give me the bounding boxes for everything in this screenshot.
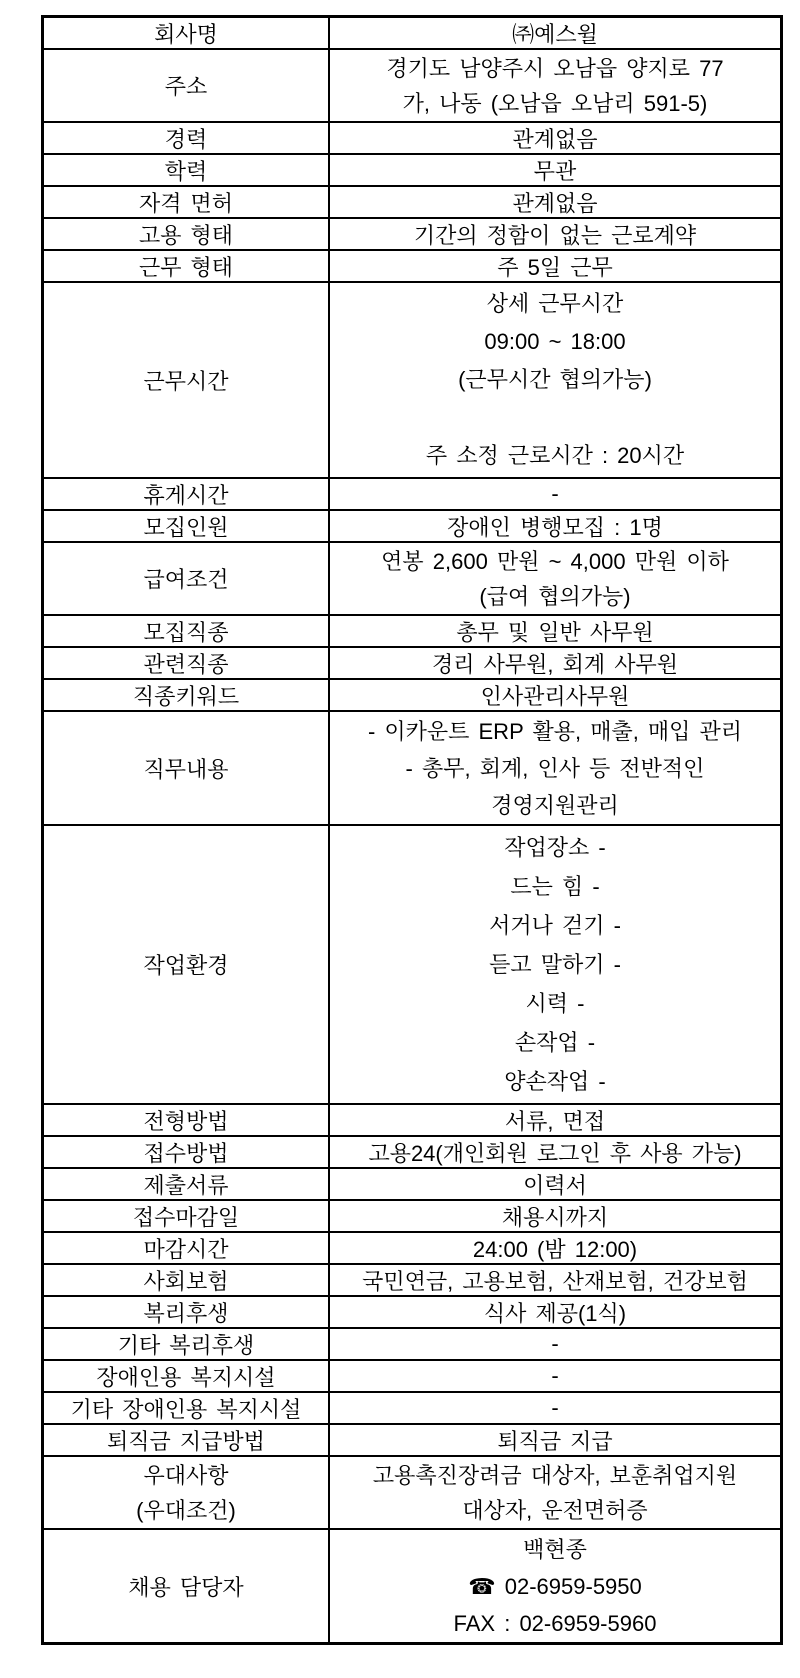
field-value: 인사관리사무원 — [480, 683, 630, 709]
table-row — [44, 1455, 780, 1528]
field-value: 채용시까지 — [501, 1204, 609, 1230]
field-label: 회사명 — [154, 21, 218, 47]
field-label: 마감시간 — [143, 1236, 229, 1262]
field-label-cell — [44, 543, 330, 614]
field-value: 서거나 걷기 - — [489, 913, 621, 938]
table-row — [44, 509, 780, 541]
table-row — [44, 1231, 780, 1263]
field-value: 퇴직금 지급 — [497, 1428, 613, 1454]
field-label-cell — [44, 1169, 330, 1199]
field-value-cell — [330, 219, 780, 249]
field-label: 퇴직금 지급방법 — [107, 1428, 265, 1454]
field-label: 학력 — [164, 158, 208, 184]
field-label-cell — [44, 155, 330, 185]
field-value-cell — [330, 1137, 780, 1167]
table-row — [44, 824, 780, 1103]
table-row — [44, 646, 780, 678]
table-row — [44, 1423, 780, 1455]
field-label: 사회보험 — [143, 1268, 229, 1294]
field-label-cell — [44, 648, 330, 678]
field-label-cell — [44, 50, 330, 121]
field-label: 전형방법 — [143, 1108, 229, 1134]
table-row — [44, 1167, 780, 1199]
field-value: 이력서 — [523, 1172, 587, 1198]
field-value: 시력 - — [525, 991, 585, 1016]
field-label-cell — [44, 1265, 330, 1295]
field-label: 모집인원 — [143, 514, 229, 540]
field-label-cell — [44, 1137, 330, 1167]
table-row — [44, 1391, 780, 1423]
field-value: ㈜예스윌 — [512, 21, 598, 47]
field-value: 작업장소 - — [504, 835, 606, 860]
table-row — [44, 153, 780, 185]
field-value: 경영지원관리 — [491, 792, 619, 818]
table-row — [44, 678, 780, 710]
field-value-cell — [330, 50, 780, 121]
field-value: 서류, 면접 — [504, 1108, 606, 1134]
field-label: 고용 형태 — [138, 222, 234, 248]
field-label-cell — [44, 1233, 330, 1263]
field-value: 관계없음 — [512, 126, 598, 152]
field-label: 주소 — [164, 74, 208, 99]
field-value: 국민연금, 고용보험, 산재보험, 건강보험 — [362, 1268, 748, 1294]
field-value-cell — [330, 283, 780, 477]
field-value-cell — [330, 1265, 780, 1295]
table-row — [44, 48, 780, 121]
field-label-cell — [44, 680, 330, 710]
field-value-cell — [330, 1425, 780, 1455]
field-value: 고용24(개인회원 로그인 후 사용 가능) — [368, 1140, 742, 1166]
table-row — [44, 1103, 780, 1135]
field-label-cell — [44, 1105, 330, 1135]
field-label-cell — [44, 712, 330, 824]
field-label-cell — [44, 187, 330, 217]
field-value: 24:00 (밤 12:00) — [472, 1236, 638, 1262]
field-value: 듣고 말하기 - — [489, 952, 621, 977]
table-row — [44, 1327, 780, 1359]
field-label-cell — [44, 219, 330, 249]
table-row — [44, 121, 780, 153]
field-value: 연봉 2,600 만원 ~ 4,000 만원 이하 — [381, 548, 729, 574]
table-row — [44, 217, 780, 249]
field-label: 관련직종 — [143, 651, 229, 677]
field-value: 가, 나동 (오남읍 오남리 591-5) — [402, 90, 708, 116]
field-value: - 총무, 회계, 인사 등 전반적인 — [405, 755, 705, 781]
field-value: 백현종 — [523, 1536, 587, 1562]
field-label: 채용 담당자 — [128, 1574, 244, 1600]
field-label: 기타 장애인용 복지시설 — [70, 1396, 302, 1422]
field-value: (급여 협의가능) — [479, 583, 631, 609]
field-value: FAX : 02-6959-5960 — [453, 1610, 657, 1636]
field-value: 경기도 남양주시 오남읍 양지로 77 — [386, 55, 724, 81]
field-value-cell — [330, 648, 780, 678]
field-label-cell — [44, 1425, 330, 1455]
field-label-cell — [44, 283, 330, 477]
field-value: 고용촉진장려금 대상자, 보훈취업지원 — [372, 1462, 738, 1488]
table-row — [44, 1528, 780, 1642]
field-label: 근무시간 — [143, 368, 229, 394]
table-row — [44, 541, 780, 614]
field-label: 접수마감일 — [132, 1204, 240, 1230]
field-label: 우대사항 — [143, 1462, 229, 1488]
field-value: (근무시간 협의가능) — [458, 367, 652, 392]
field-label-cell — [44, 1361, 330, 1391]
field-value — [550, 399, 559, 437]
field-label-cell — [44, 511, 330, 541]
field-label: 작업환경 — [143, 953, 229, 978]
field-value-cell — [330, 479, 780, 509]
field-label-cell — [44, 123, 330, 153]
field-value: ☎ 02-6959-5950 — [468, 1573, 642, 1599]
field-value-cell — [330, 826, 780, 1103]
field-value: 장애인 병행모집 : 1명 — [447, 514, 663, 540]
field-value: 09:00 ~ 18:00 — [484, 329, 626, 354]
field-value: 기간의 정함이 없는 근로계약 — [413, 222, 697, 248]
field-label-cell — [44, 616, 330, 646]
field-label: 제출서류 — [143, 1172, 229, 1198]
field-value-cell — [330, 680, 780, 710]
field-value: - — [551, 1395, 559, 1420]
field-label: 휴게시간 — [143, 482, 229, 508]
field-label: 모집직종 — [143, 619, 229, 645]
field-value: 경리 사무원, 회계 사무원 — [432, 651, 678, 677]
field-label-cell — [44, 1530, 330, 1642]
field-label-cell — [44, 251, 330, 281]
field-label-cell — [44, 1393, 330, 1423]
field-value: - — [551, 1363, 559, 1388]
field-label-cell — [44, 826, 330, 1103]
field-value: 주 5일 근무 — [497, 254, 613, 280]
field-value: 상세 근무시간 — [486, 291, 624, 316]
field-label-cell — [44, 1457, 330, 1528]
field-label-cell — [44, 479, 330, 509]
field-label: 급여조건 — [143, 567, 229, 592]
field-value-cell — [330, 1530, 780, 1642]
table-row — [44, 185, 780, 217]
field-value-cell — [330, 712, 780, 824]
field-label: 직종키워드 — [132, 683, 240, 709]
table-row — [44, 614, 780, 646]
field-value: - 이카운트 ERP 활용, 매출, 매입 관리 — [367, 718, 743, 744]
field-value: 식사 제공(1식) — [483, 1300, 627, 1326]
field-value-cell — [330, 543, 780, 614]
field-value-cell — [330, 616, 780, 646]
field-value: 양손작업 - — [504, 1069, 606, 1094]
field-value: - — [551, 481, 559, 506]
field-label-cell — [44, 1297, 330, 1327]
field-label: (우대조건) — [136, 1497, 236, 1523]
field-label: 자격 면허 — [138, 190, 234, 216]
table-row — [44, 1199, 780, 1231]
field-value: 드는 힘 - — [510, 874, 600, 899]
field-label: 근무 형태 — [138, 254, 234, 280]
field-value-cell — [330, 123, 780, 153]
field-value-cell — [330, 511, 780, 541]
table-row — [44, 710, 780, 824]
field-value-cell — [330, 1393, 780, 1423]
table-row — [44, 1263, 780, 1295]
field-value: - — [551, 1331, 559, 1356]
field-value: 대상자, 운전면허증 — [462, 1497, 648, 1523]
field-value-cell — [330, 1233, 780, 1263]
table-row — [44, 1295, 780, 1327]
field-value-cell — [330, 1361, 780, 1391]
table-row — [44, 1135, 780, 1167]
field-label: 경력 — [164, 126, 208, 152]
table-row — [44, 249, 780, 281]
field-value-cell — [330, 155, 780, 185]
field-label: 복리후생 — [143, 1300, 229, 1326]
field-label: 기타 복리후생 — [117, 1332, 255, 1358]
field-label-cell — [44, 1201, 330, 1231]
field-value: 무관 — [533, 158, 577, 184]
field-label-cell — [44, 18, 330, 48]
field-value-cell — [330, 1169, 780, 1199]
field-value-cell — [330, 1457, 780, 1528]
field-value-cell — [330, 187, 780, 217]
field-label: 장애인용 복지시설 — [96, 1364, 276, 1390]
field-value: 주 소정 근로시간 : 20시간 — [425, 443, 685, 468]
field-label: 접수방법 — [143, 1140, 229, 1166]
table-row — [44, 1359, 780, 1391]
field-value-cell — [330, 251, 780, 281]
field-value-cell — [330, 1201, 780, 1231]
field-label-cell — [44, 1329, 330, 1359]
field-value: 관계없음 — [512, 190, 598, 216]
field-value-cell — [330, 1297, 780, 1327]
field-value-cell — [330, 18, 780, 48]
field-value: 손작업 - — [514, 1030, 596, 1055]
field-label: 직무내용 — [143, 756, 229, 782]
job-posting-table — [41, 15, 783, 1645]
table-row — [44, 18, 780, 48]
table-row — [44, 281, 780, 477]
table-row — [44, 477, 780, 509]
field-value-cell — [330, 1329, 780, 1359]
field-value-cell — [330, 1105, 780, 1135]
field-value: 총무 및 일반 사무원 — [456, 619, 654, 645]
